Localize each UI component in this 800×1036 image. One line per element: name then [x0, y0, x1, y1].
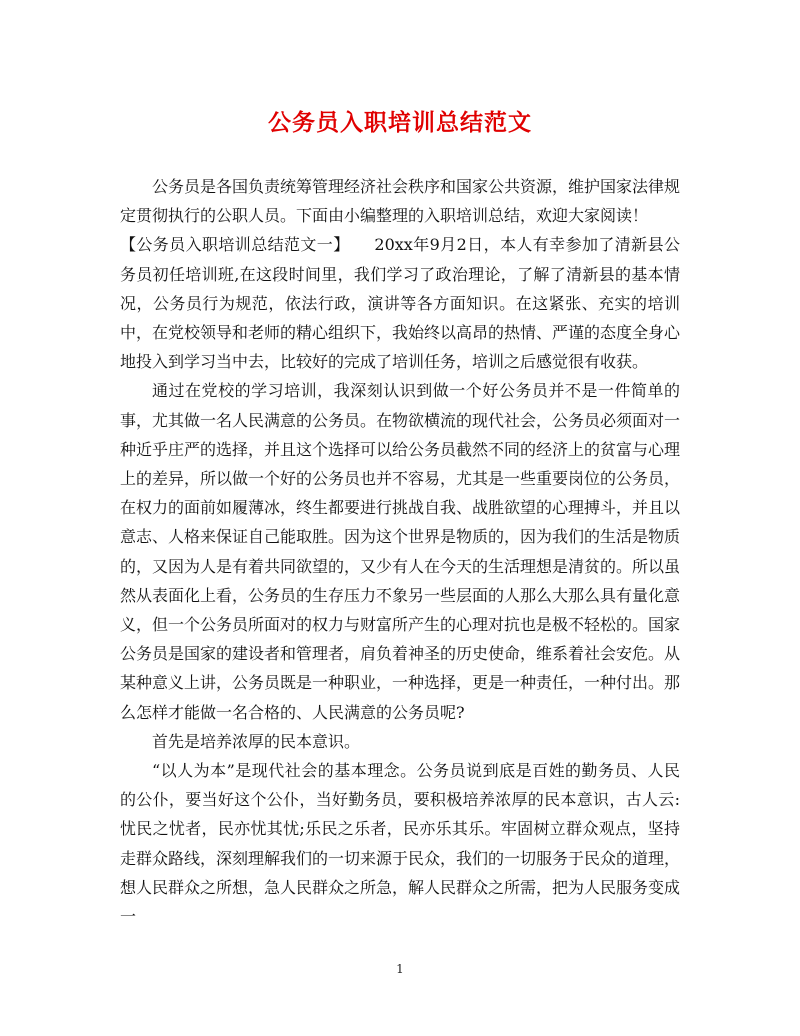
page-number: 1: [396, 962, 404, 976]
paragraph-first-point: 首先是培养浓厚的民本意识。: [152, 731, 361, 751]
paragraph-intro: 公务员是各国负责统筹管理经济社会秩序和国家公共资源，维护国家法律规定贯彻执行的公职人员。下面由小编整理的入职培训总结，欢迎大家阅读！: [120, 177, 681, 226]
paragraph-sample-one: 【公务员入职培训总结范文一】 20xx年9月2日，本人有幸参加了清新县公务员初任培训班,在这段时间里，我们学习了政治理论，了解了清新县的基本情况，公务员行为规范，依法行政，演讲等各方面知识。在这紧张、充实的培训中，在党校领导和老师的精心组织下，我始终以高昂的热情、严谨的态度全身心地投入到学习当中去，比较好的完成了培训任务，培训之后感觉很有收获。: [120, 235, 681, 372]
document-body: [120, 172, 680, 931]
paragraph-people-oriented: “以人为本”是现代社会的基本理念。公务员说到底是百姓的勤务员、人民的公仆，要当好这个公仆，当好勤务员，要积极培养浓厚的民本意识，古人云:忧民之忧者，民亦忧其忧;乐民之乐者，民亦乐其乐。牢固树立群众观点，坚持走群众路线，深刻理解我们的一切来源于民众，我们的一切服务于民众的道理，想人民群众之所想，急人民群众之所急，解人民群众之所需，把为人民服务变成一: [120, 761, 681, 927]
document-title: 公务员入职培训总结范文: [268, 109, 532, 136]
paragraph-study-reflection: 通过在党校的学习培训，我深刻认识到做一个好公务员并不是一件简单的事，尤其做一名人民满意的公务员。在物欲横流的现代社会，公务员必须面对一种近乎庄严的选择，并且这个选择可以给公务员截然不同的经济上的贫富与心理上的差异，所以做一个好的公务员也并不容易，尤其是一些重要岗位的公务员，在权力的面前如履薄冰，终生都要进行挑战自我、战胜欲望的心理搏斗，并且以意志、人格来保证自己能取胜。因为这个世界是物质的，因为我们的生活是物质的，又因为人是有着共同欲望的，又少有人在今天的生活理想是清贫的。所以虽然从表面化上看，公务员的生存压力不象另一些层面的人那么大那么具有量化意义，但一个公务员所面对的权力与财富所产生的心理对抗也是极不轻松的。国家公务员是国家的建设者和管理者，肩负着神圣的历史使命，维系着社会安危。从某种意义上讲，公务员既是一种职业，一种选择，更是一种责任，一种付出。那么怎样才能做一名合格的、人民满意的公务员呢?: [120, 381, 681, 722]
